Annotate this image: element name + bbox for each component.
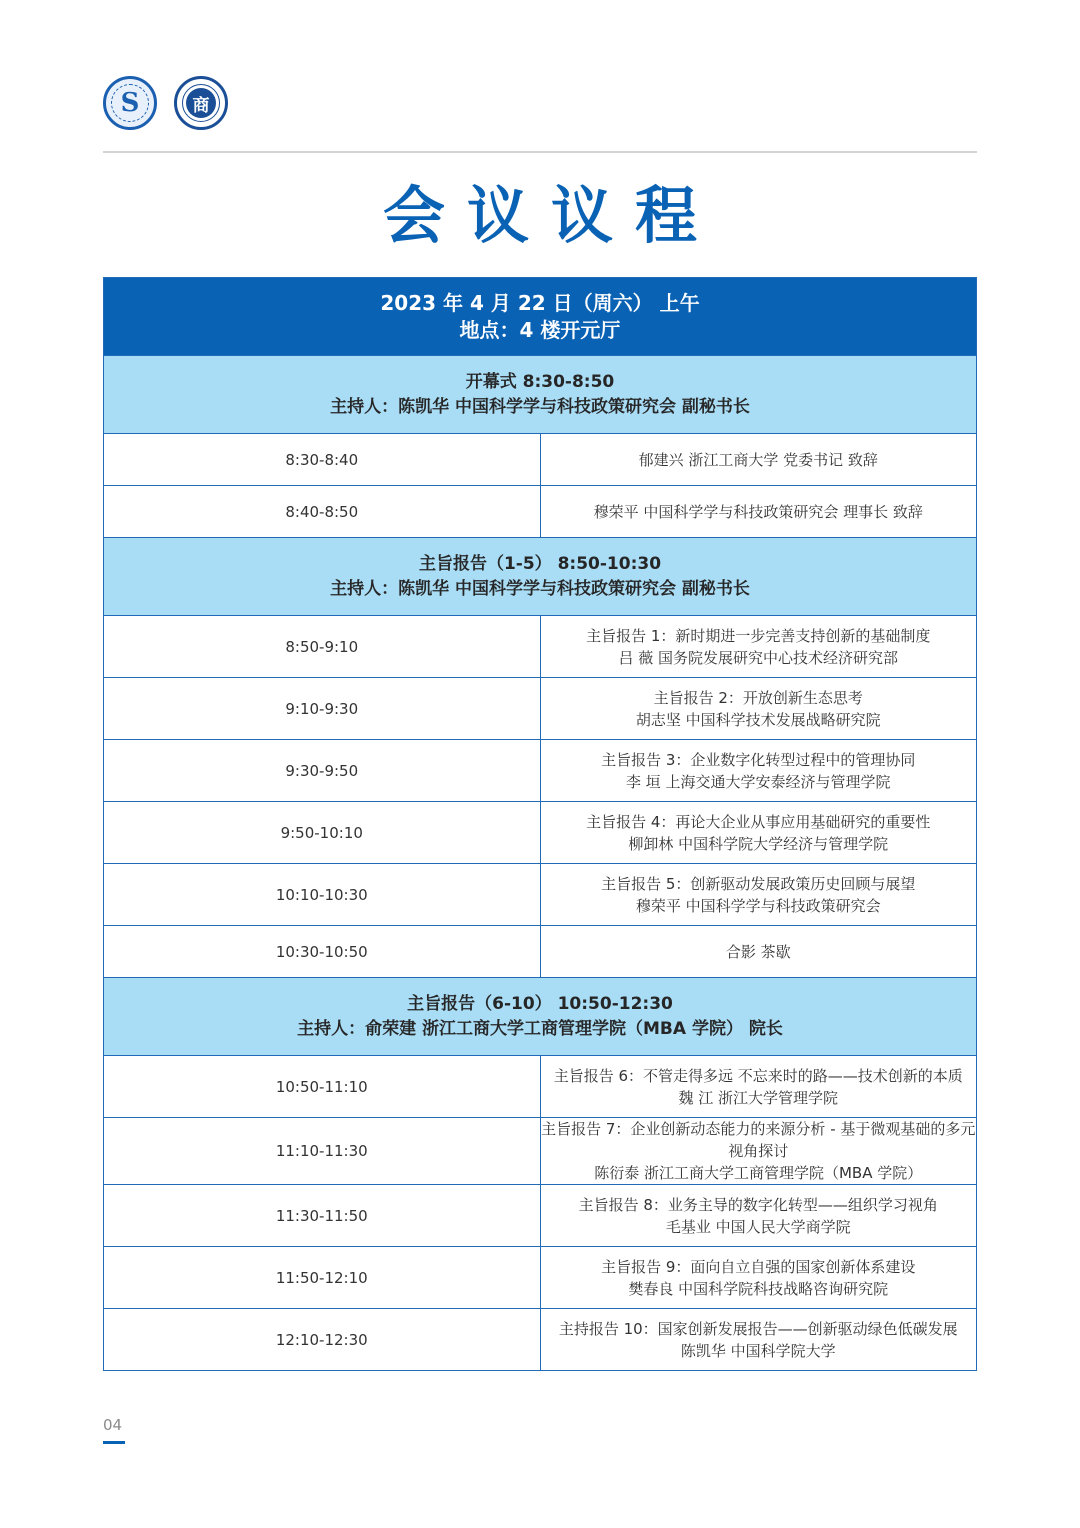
session-title: 主旨报告（6-10） 10:50-12:30 (407, 993, 673, 1014)
page-title: 会议议程 (382, 179, 719, 252)
agenda-content (540, 926, 977, 978)
agenda-row (104, 1056, 977, 1118)
agenda-content (540, 1056, 977, 1118)
university-logo-glyph: 商 (192, 95, 210, 116)
agenda-speaker: 穆荣平 中国科学学与科技政策研究会 (635, 896, 881, 915)
agenda-speaker: 柳卸林 中国科学院大学经济与管理学院 (628, 834, 889, 853)
logo-ring (111, 84, 149, 122)
session-header-cell (104, 978, 977, 1056)
agenda-content (540, 616, 977, 678)
session-header-row (104, 538, 977, 616)
agenda-time: 10:50-11:10 (104, 1056, 541, 1118)
agenda-content (540, 1247, 977, 1309)
session-host: 主持人：陈凯华 中国科学学与科技政策研究会 副秘书长 (330, 578, 750, 599)
session-title: 主旨报告（1-5） 8:50-10:30 (418, 553, 662, 574)
agenda-content (540, 1309, 977, 1371)
agenda-topic: 主旨报告 7：企业创新动态能力的来源分析 - 基于微观基础的多元视角探讨 (541, 1120, 976, 1160)
society-logo (103, 76, 157, 130)
agenda-speaker: 樊春良 中国科学院科技战略咨询研究院 (628, 1279, 889, 1298)
agenda-topic: 主旨报告 6：不管走得多远 不忘来时的路——技术创新的本质 (553, 1066, 963, 1085)
session-host: 主持人：俞荣建 浙江工商大学工商管理学院（MBA 学院） 院长 (297, 1018, 783, 1039)
agenda-content (540, 740, 977, 802)
agenda-topic: 主旨报告 1：新时期进一步完善支持创新的基础制度 (586, 626, 931, 645)
agenda-row (104, 740, 977, 802)
agenda-time: 12:10-12:30 (104, 1309, 541, 1371)
agenda-time: 10:30-10:50 (104, 926, 541, 978)
agenda-topic: 主旨报告 2：开放创新生态思考 (653, 688, 863, 707)
agenda-topic: 合影 茶歇 (725, 942, 791, 961)
agenda-time: 8:40-8:50 (104, 486, 541, 538)
agenda-time: 10:10-10:30 (104, 864, 541, 926)
session-host: 主持人：陈凯华 中国科学学与科技政策研究会 副秘书长 (330, 396, 750, 417)
agenda-row (104, 1309, 977, 1371)
page-number: 04 (103, 1416, 123, 1434)
agenda-row (104, 926, 977, 978)
agenda-speaker: 李 垣 上海交通大学安泰经济与管理学院 (625, 772, 891, 791)
agenda-row (104, 434, 977, 486)
session-header-row (104, 356, 977, 434)
agenda-time: 9:50-10:10 (104, 802, 541, 864)
agenda-content (540, 802, 977, 864)
agenda-time: 8:50-9:10 (104, 616, 541, 678)
agenda-row (104, 616, 977, 678)
agenda-row (104, 864, 977, 926)
agenda-time: 9:10-9:30 (104, 678, 541, 740)
agenda-speaker: 陈凯华 中国科学院大学 (680, 1341, 836, 1360)
day-header-row (104, 278, 977, 356)
day-location: 地点：4 楼开元厅 (459, 317, 621, 342)
agenda-time: 9:30-9:50 (104, 740, 541, 802)
agenda-topic: 主旨报告 9：面向自立自强的国家创新体系建设 (601, 1257, 916, 1276)
agenda-topic: 穆荣平 中国科学学与科技政策研究会 理事长 致辞 (593, 502, 923, 521)
session-title: 开幕式 8:30-8:50 (465, 371, 615, 392)
agenda-content (540, 486, 977, 538)
agenda-topic: 主旨报告 3：企业数字化转型过程中的管理协同 (601, 750, 916, 769)
agenda-speaker: 吕 薇 国务院发展研究中心技术经济研究部 (618, 648, 899, 667)
day-header-cell (104, 278, 977, 356)
session-header-row (104, 978, 977, 1056)
agenda-row (104, 802, 977, 864)
agenda-speaker: 魏 江 浙江大学管理学院 (678, 1088, 839, 1107)
session-header-cell (104, 356, 977, 434)
agenda-topic: 主持报告 10：国家创新发展报告——创新驱动绿色低碳发展 (558, 1319, 958, 1338)
logo-group (103, 76, 228, 130)
day-date: 2023 年 4 月 22 日（周六） 上午 (380, 290, 700, 315)
agenda-content (540, 1118, 977, 1185)
agenda-time: 11:50-12:10 (104, 1247, 541, 1309)
agenda-content (540, 1185, 977, 1247)
agenda-content (540, 678, 977, 740)
agenda-row (104, 486, 977, 538)
agenda-time: 8:30-8:40 (104, 434, 541, 486)
agenda-row (104, 1185, 977, 1247)
agenda-topic: 主旨报告 5：创新驱动发展政策历史回顾与展望 (601, 874, 916, 893)
agenda-table (103, 277, 977, 1371)
agenda-speaker: 陈衍泰 浙江工商大学工商管理学院（MBA 学院） (594, 1164, 923, 1182)
agenda-topic: 主旨报告 4：再论大企业从事应用基础研究的重要性 (586, 812, 931, 831)
university-logo (174, 76, 228, 130)
agenda-topic: 主旨报告 8：业务主导的数字化转型——组织学习视角 (578, 1195, 938, 1214)
agenda-time: 11:10-11:30 (104, 1118, 541, 1185)
agenda-speaker: 毛基业 中国人民大学商学院 (665, 1217, 851, 1236)
agenda-speaker: 胡志坚 中国科学技术发展战略研究院 (635, 710, 881, 729)
agenda-content (540, 434, 977, 486)
agenda-topic: 郁建兴 浙江工商大学 党委书记 致辞 (638, 450, 878, 469)
session-header-cell (104, 538, 977, 616)
agenda-content (540, 864, 977, 926)
logo-ring (182, 84, 220, 122)
agenda-row (104, 678, 977, 740)
agenda-row (104, 1247, 977, 1309)
agenda-row (104, 1118, 977, 1185)
header-divider (103, 151, 977, 153)
page-number-accent (103, 1441, 125, 1444)
agenda-time: 11:30-11:50 (104, 1185, 541, 1247)
society-logo-glyph: S (120, 88, 140, 118)
